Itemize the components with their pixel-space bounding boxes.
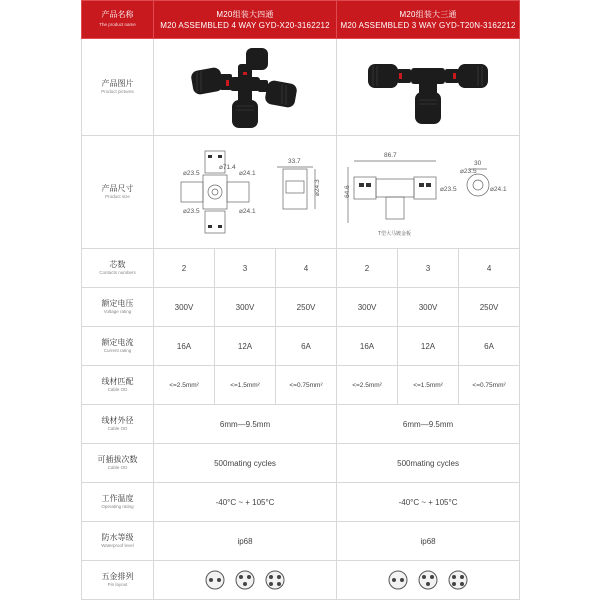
dim-3way-note: T型大马镀金板 xyxy=(378,231,412,237)
dim-3way-d2: ⌀24.1 xyxy=(490,186,507,193)
voltage-cell: 300V xyxy=(154,288,215,327)
wire-cell: <=2.5mm² xyxy=(337,366,398,405)
row-label-zh: 线材外径 xyxy=(101,416,134,425)
row-label-zh: 线材匹配 xyxy=(101,377,134,386)
voltage-cell: 300V xyxy=(337,288,398,327)
row-label-en: Cable OD xyxy=(107,387,128,392)
row-label-en: Product size xyxy=(105,194,130,199)
current-cell: 12A xyxy=(215,327,276,366)
row-label-en: Voltage rating xyxy=(103,309,132,314)
product-3way-drawing xyxy=(337,136,520,249)
current-cell: 6A xyxy=(276,327,337,366)
dim-3way-width: 86.7 xyxy=(384,152,397,159)
wire-cell: <=0.75mm² xyxy=(276,366,337,405)
pin-layout-row xyxy=(82,561,520,600)
wire-cell: <=2.5mm² xyxy=(154,366,215,405)
wire-cell: <=0.75mm² xyxy=(459,366,520,405)
outer-diameter-row xyxy=(82,405,520,444)
row-label-en: Product pictures xyxy=(101,89,134,94)
row-label-outer xyxy=(82,405,154,444)
ip-row xyxy=(82,522,520,561)
temp-cell-3way: -40°C ~ + 105°C xyxy=(337,483,520,522)
row-label-en: Waterproof level xyxy=(101,543,134,548)
dim-4way-d2: ⌀23.5 xyxy=(183,208,200,215)
cycles-cell-4way: 500mating cycles xyxy=(154,444,337,483)
spec-table xyxy=(81,0,520,600)
3way-dimension-drawing xyxy=(338,139,518,245)
pin-layout-4way xyxy=(154,561,337,600)
header-label-en: The product name xyxy=(99,21,136,27)
row-label-en: Cable OD xyxy=(107,426,128,431)
dim-3way-d3: ⌀23.5 xyxy=(460,168,477,175)
product-4way-image xyxy=(154,39,337,136)
header-label-cell xyxy=(82,1,154,39)
row-label-en: Cable OD xyxy=(107,465,128,470)
row-label-pins xyxy=(82,561,154,600)
row-label-zh: 额定电压 xyxy=(101,299,134,308)
dim-3way-top: 30 xyxy=(474,160,482,167)
product-4way-title xyxy=(154,1,337,39)
cores-cell: 2 xyxy=(337,249,398,288)
outer-cell-4way: 6mm—9.5mm xyxy=(154,405,337,444)
outer-cell-3way: 6mm—9.5mm xyxy=(337,405,520,444)
row-label-zh: 产品图片 xyxy=(101,79,134,88)
header-label-zh: 产品名称 xyxy=(101,9,134,19)
cores-cell: 2 xyxy=(154,249,215,288)
row-label-voltage xyxy=(82,288,154,327)
4way-connector-image xyxy=(170,42,320,132)
header-row xyxy=(82,1,520,39)
dim-4way-d4: ⌀24.1 xyxy=(239,208,256,215)
row-label-zh: 可插拔次数 xyxy=(97,455,138,464)
cores-row xyxy=(82,249,520,288)
voltage-cell: 250V xyxy=(459,288,520,327)
current-cell: 6A xyxy=(459,327,520,366)
3way-connector-image xyxy=(353,42,503,132)
row-label-cores xyxy=(82,249,154,288)
ip-cell-3way: ip68 xyxy=(337,522,520,561)
row-label-current xyxy=(82,327,154,366)
product-4way-en: M20 ASSEMBLED 4 WAY GYD-X20-3162212 xyxy=(160,20,330,30)
row-label-zh: 工作温度 xyxy=(101,494,134,503)
current-cell: 16A xyxy=(154,327,215,366)
row-label-en: Contacts numbers xyxy=(99,270,136,275)
row-label-zh: 防水等级 xyxy=(101,533,134,542)
pin-layout-icons xyxy=(383,567,473,593)
dim-4way-d1: ⌀23.5 xyxy=(183,170,200,177)
dim-4way-d3: ⌀24.1 xyxy=(239,170,256,177)
cores-cell: 3 xyxy=(215,249,276,288)
voltage-cell: 250V xyxy=(276,288,337,327)
row-label-en: Current rating xyxy=(103,348,132,353)
ip-cell-4way: ip68 xyxy=(154,522,337,561)
row-label-en: Pin layout xyxy=(107,582,128,587)
row-label-size xyxy=(82,136,154,249)
pin-layout-icons xyxy=(200,567,290,593)
product-4way-zh: M20组装大四通 xyxy=(216,9,274,19)
row-label-ip xyxy=(82,522,154,561)
temperature-row xyxy=(82,483,520,522)
current-cell: 16A xyxy=(337,327,398,366)
row-label-en: Operating rating xyxy=(101,504,134,509)
voltage-row xyxy=(82,288,520,327)
row-label-cycles xyxy=(82,444,154,483)
spec-sheet xyxy=(81,0,519,600)
row-label-temp xyxy=(82,483,154,522)
product-3way-en: M20 ASSEMBLED 3 WAY GYD-T20N-3162212 xyxy=(340,20,516,30)
product-3way-image xyxy=(337,39,520,136)
cycles-cell-3way: 500mating cycles xyxy=(337,444,520,483)
current-row xyxy=(82,327,520,366)
dim-4way-top: 33.7 xyxy=(288,158,301,165)
dim-4way-mid: ⌀71.4 xyxy=(219,164,236,171)
row-label-zh: 芯数 xyxy=(109,260,126,269)
product-4way-drawing xyxy=(154,136,337,249)
dim-3way-height: 64.6 xyxy=(344,185,352,198)
wire-cell: <=1.5mm² xyxy=(215,366,276,405)
row-label-zh: 五金排列 xyxy=(101,572,134,581)
row-label-zh: 额定电流 xyxy=(101,338,134,347)
voltage-cell: 300V xyxy=(398,288,459,327)
voltage-cell: 300V xyxy=(215,288,276,327)
row-label-picture xyxy=(82,39,154,136)
wire-cell: <=1.5mm² xyxy=(398,366,459,405)
cores-cell: 4 xyxy=(276,249,337,288)
wire-row xyxy=(82,366,520,405)
cores-cell: 3 xyxy=(398,249,459,288)
dim-4way-side: ⌀24.3 xyxy=(314,179,322,196)
picture-row xyxy=(82,39,520,136)
4way-dimension-drawing xyxy=(155,139,335,245)
product-3way-title xyxy=(337,1,520,39)
cycles-row xyxy=(82,444,520,483)
cores-cell: 4 xyxy=(459,249,520,288)
current-cell: 12A xyxy=(398,327,459,366)
product-3way-zh: M20组装大三通 xyxy=(399,9,457,19)
row-label-wire xyxy=(82,366,154,405)
row-label-zh: 产品尺寸 xyxy=(101,184,134,193)
dim-3way-d1: ⌀23.5 xyxy=(440,186,457,193)
pin-layout-3way xyxy=(337,561,520,600)
temp-cell-4way: -40°C ~ + 105°C xyxy=(154,483,337,522)
size-row xyxy=(82,136,520,249)
